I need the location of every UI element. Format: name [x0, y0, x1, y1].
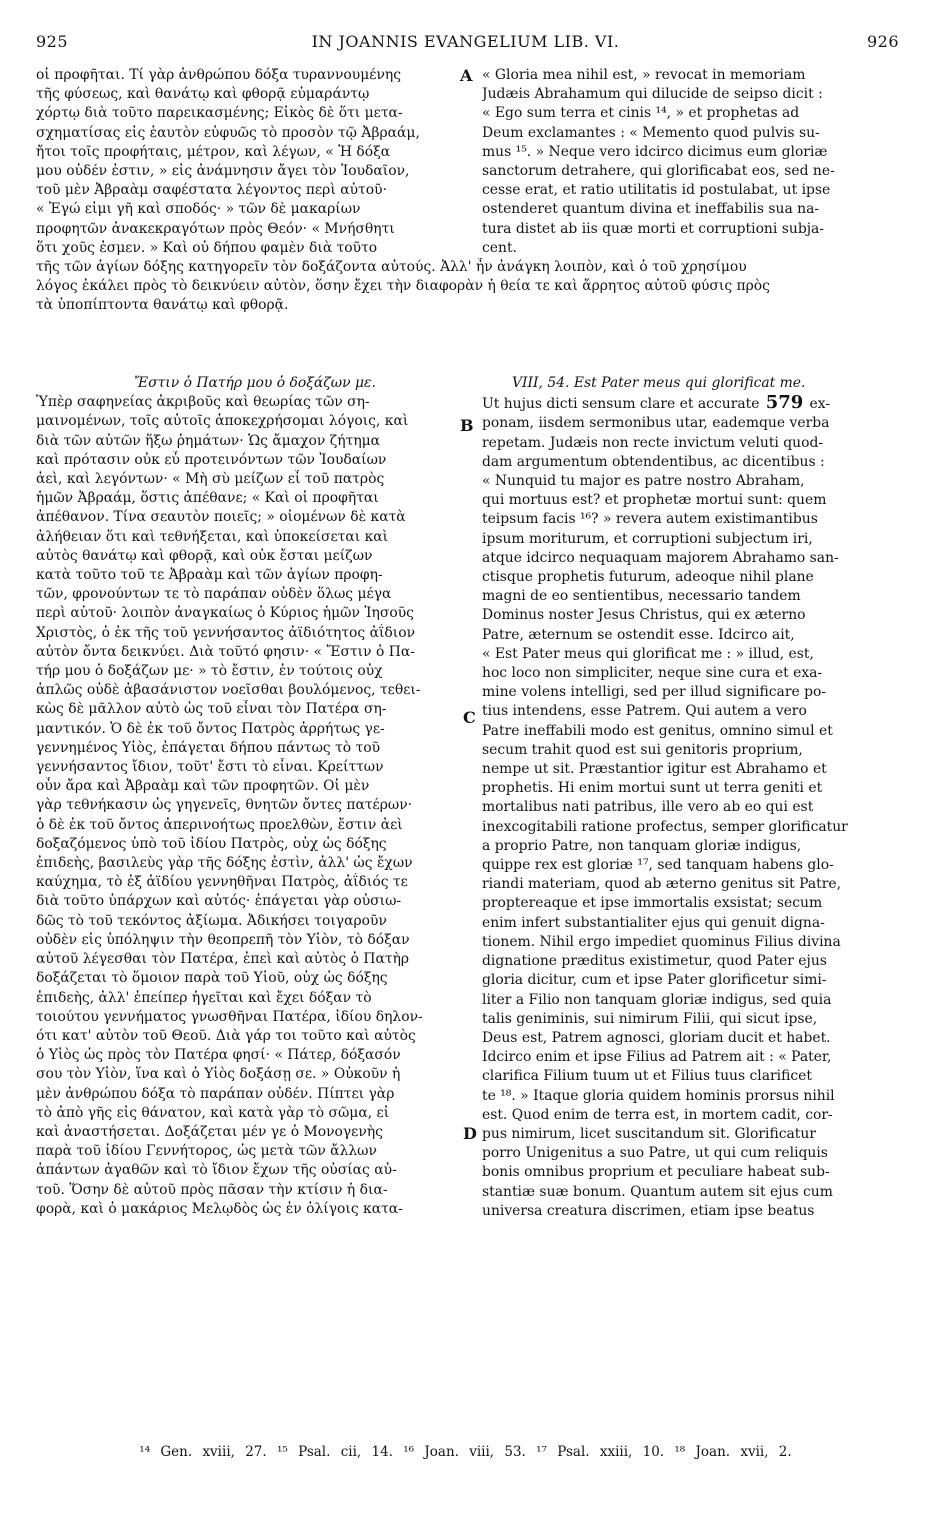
text-line: γὰρ τεθνήκασιν ὡς γηγενεῖς, θνητῶν ὄντες πατέρων·	[36, 797, 413, 814]
text-line: ponam, iisdem sermonibus utar, eademque verba	[482, 415, 830, 432]
text-line: secum trahit quod est sui genitoris proprium,	[482, 741, 803, 758]
text-line: ἐπιδεὴς, ἀλλ' ἐπείπερ ἡγεῖται καὶ ἔχει δόξαν τὸ	[36, 989, 372, 1006]
text-line: ctisque prophetis futurum, adeoque nihil plane	[482, 569, 814, 586]
text-line: Patre, æternum se ostendit esse. Idcirco ait,	[482, 626, 795, 643]
text-line: παρὰ τοῦ ἰδίου Γεννήτορος, ὡς μετὰ τῶν ἄλλων	[36, 1143, 377, 1160]
text-line: dignatione præditus existimetur, quod Pater ejus	[482, 953, 827, 970]
text-line: ὁ δὲ ἐκ τοῦ ὄντος ἀπερινοήτως προελθὼν, ἔστιν ἀεὶ	[36, 816, 403, 833]
text-line: τῆς τῶν ἁγίων δόξης κατηγορεῖν τὸν δοξάζοντα αὐτούς. Ἀλλ' ἦν ἀνάγκη λοιπὸν, καὶ ὁ τοῦ χρησίμου	[36, 259, 747, 275]
latin-column-top	[482, 66, 900, 258]
text-line: est. Quod enim de terra est, in mortem cadit, cor-	[482, 1106, 833, 1123]
text-line: καὶ πρότασιν οὐκ εὖ προτεινόντων τῶν Ἰουδαίων	[36, 451, 387, 468]
footnotes: ¹⁴ Gen. xviii, 27. ¹⁵ Psal. cii, 14. ¹⁶ Joan. viii, 53. ¹⁷ Psal. xxiii, 10. ¹⁸ Joan. xvii, 2.	[139, 1444, 792, 1460]
text-line: Judæis Abrahamum qui dilucide de seipso dicit :	[482, 86, 823, 103]
text-line: Ἔστιν ὁ Πατήρ μου ὁ δοξάζων με.	[134, 375, 376, 391]
text-line: atque idcirco nequaquam majorem Abrahamo san-	[482, 549, 839, 566]
text-line: τοῦ μὲν Ἀβραὰμ σαφέστατα λέγοντος περὶ αὐτοῦ·	[36, 182, 387, 199]
text-line: bonis omnibus proprium et peculiare habeat sub-	[482, 1164, 830, 1181]
text-line: stantiæ suæ bonum. Quantum autem sit ejus cum	[482, 1183, 833, 1200]
latin-column-main	[482, 374, 900, 1221]
text-line: τὰ ὑποπίπτοντα θανάτῳ καὶ φθορᾷ.	[36, 297, 289, 314]
text-line: prophetis. Hi enim mortui sunt ut terra geniti et	[482, 780, 823, 797]
text-line: mus ¹⁵. » Neque vero idcirco dicimus eum gloriæ	[482, 143, 828, 160]
text-line: διὰ τῶν αὐτῶν ἥξω ῥημάτων· Ὡς ἄμαχον ζήτημα	[36, 432, 381, 449]
text-line: hoc loco non simpliciter, neque sine cura et exa-	[482, 665, 823, 682]
text-line: gloria dicitur, cum et ipse Pater glorificetur simi-	[482, 972, 827, 989]
text-line: αὐτὸς θανάτῳ καὶ φθορᾷ, καὶ οὐκ ἔσται μείζων	[36, 547, 373, 564]
text-line: αὐτὸν ὄντα δεικνύει. Διὰ τοῦτό φησιν· « Ἔστιν ὁ Πα-	[36, 643, 415, 660]
text-line: Patre ineffabili modo est genitus, omnino simul et	[482, 722, 833, 739]
text-line: τοιούτου γεννήματος γνωσθῆναι Πατέρα, ἰδίου δηλον-	[36, 1008, 423, 1025]
text-line: ἀλήθειαν ὅτι καὶ τεθνήξεται, καὶ ὑποκείσεται καὶ	[36, 528, 389, 545]
text-line: μαντικόν. Ὁ δὲ ἐκ τοῦ ὄντος Πατρὸς ἀρρήτως γε-	[36, 720, 385, 737]
text-line: inexcogitabili ratione profectus, semper glorificatur	[482, 818, 848, 835]
text-line: ἐπιδεὴς, βασιλεὺς γὰρ τῆς δόξης ἐστὶν, ἀλλ' ὡς ἔχων	[36, 855, 413, 872]
text-line: μὲν ἀνθρώπου δόξα τὸ παράπαν οὐδέν. Πίπτει γὰρ	[36, 1085, 395, 1102]
text-line: ὅτι χοῦς ἐσμεν. » Καὶ οὐ δήπου φαμὲν διὰ τοῦτο	[36, 239, 378, 256]
text-line: σχηματίσας εἰς ἑαυτὸν εὐφυῶς τὸ προσὸν τῷ Ἀβραάμ,	[36, 124, 420, 141]
text-line: κὼς δὲ μᾶλλον αὐτὸ ὡς τοῦ εἶναι τὸν Πατέρα ση-	[36, 701, 387, 718]
text-line: magni de eo sentientibus, necessario tandem	[482, 588, 801, 605]
text-line: a proprio Patre, non tanquam gloriæ indigus,	[482, 837, 802, 854]
text-line: Deus est, Patrem agnosci, gloriam ducit et habet.	[482, 1029, 831, 1046]
text-line: riandi materiam, quod ab æterno genitus sit Patre,	[482, 876, 842, 893]
text-line: ἁπλῶς οὐδὲ ἀβασάνιστον νοεῖσθαι βουλόμενος, τεθει-	[36, 682, 421, 699]
text-line: Deum exclamantes : « Memento quod pulvis su-	[482, 124, 820, 141]
text-line: οὖν ἄρα καὶ Ἀβραὰμ καὶ τῶν προφητῶν. Οἱ μὲν	[36, 778, 370, 795]
text-line: δοξάζεται τὸ ὅμοιον παρὰ τοῦ Υἱοῦ, οὐχ ὡς δόξης	[36, 970, 388, 987]
running-title: IN JOANNIS EVANGELIUM LIB. VI.	[311, 32, 620, 51]
text-line: ότι κατ' αὐτὸν τοῦ Θεοῦ. Διὰ γάρ τοι τοῦτο καὶ αὐτὸς	[36, 1027, 416, 1044]
text-line: οἱ προφῆται. Τί γὰρ ἀνθρώπου δόξα τυραννουμένης	[36, 67, 402, 83]
text-line: τοῦ. Ὅσην δὲ αὐτοῦ πρὸς πᾶσαν τὴν κτίσιν ἡ δια-	[36, 1181, 388, 1198]
text-line: « Gloria mea nihil est, » revocat in memoriam	[482, 67, 806, 83]
text-line: ipsum moriturum, et corruptioni subjectum iri,	[482, 530, 813, 547]
text-line: tura distet ab iis quæ morti et corruptioni subja-	[482, 220, 824, 237]
text-line: cent.	[482, 239, 517, 256]
text-line: tionem. Nihil ergo impediet quominus Filius divina	[482, 933, 841, 950]
text-line: καύχημα, τὸ ἐξ ἀϊδίου γεννηθῆναι Πατρὸς, ἀΐδιός τε	[36, 874, 408, 891]
text-line: clarifica Filium tuum ut et Filius tuus clarificet	[482, 1068, 812, 1085]
greek-column-top	[36, 66, 474, 258]
text-line: φορὰ, καὶ ὁ μακάριος Μελῳδὸς ὡς ἐν ὀλίγοις κατα-	[36, 1200, 403, 1217]
text-line: τήρ μου ὁ δοξάζων με· » τὸ ἔστιν, ἐν τούτοις οὐχ	[36, 663, 383, 680]
text-line: pus nimirum, licet suscitandum sit. Glorificatur	[482, 1125, 816, 1142]
text-line: προφητῶν ἀνακεκραγότων πρὸς Θεόν· « Μνήσθητι	[36, 220, 395, 237]
text-line: mine volens intelligi, sed per illud significare po-	[482, 684, 827, 701]
greek-full-width-passage	[36, 258, 898, 316]
text-line: γεννήσαντος ἴδιον, τοῦτ' ἔστι τὸ εἶναι. Κρείττων	[36, 759, 384, 776]
text-line: teipsum facis ¹⁶? » revera autem existimantibus	[482, 511, 818, 528]
text-line: ὁ Υἱὸς ὡς πρὸς τὸν Πατέρα φησί· « Πάτερ, δόξασόν	[36, 1047, 401, 1064]
margin-marker-a: A	[460, 66, 473, 85]
text-line: οὐδὲν εἰς ὑπόληψιν τὴν θεοπρεπῆ τὸν Υἱὸν, τὸ δόξαν	[36, 931, 410, 948]
text-line: τῶν, φρονούντων τε τὸ παράπαν οὐδὲν ὅλως μέγα	[36, 586, 392, 603]
greek-column-main	[36, 374, 474, 1219]
text-line: nempe ut sit. Præstantior igitur est Abrahamo et	[482, 761, 827, 778]
text-fragment: ex-	[809, 396, 831, 413]
text-line: « Ἐγώ εἰμι γῆ καὶ σποδός· » τῶν δὲ μακαρίων	[36, 201, 361, 218]
text-line: καὶ ἀναστήσεται. Δοξάζεται μέν γε ὁ Μονογενὴς	[36, 1123, 383, 1140]
section-number: 579	[759, 393, 810, 414]
text-line: ἡμῶν Ἀβραάμ, ὅστις ἀπέθανε; « Καὶ οἱ προφῆται	[36, 490, 379, 507]
text-line: δοξαζόμενος ὑπὸ τοῦ ἰδίου Πατρὸς, οὐχ ὡς δόξης	[36, 835, 387, 852]
text-line: διὰ τοῦτο ὑπάρχων καὶ αὐτός· ἐπάγεται γὰρ οὐσιω-	[36, 893, 402, 910]
right-page-number: 926	[866, 32, 899, 51]
text-line: Ut hujus dicti sensum clare et accurate 579 ex-	[482, 393, 831, 414]
text-line: « Est Pater meus qui glorificat me : » illud, est,	[482, 645, 814, 662]
text-line: περὶ αὐτοῦ· λοιπὸν ἀναγκαίως ὁ Κύριος ἡμῶν Ἰησοῦς	[36, 605, 414, 622]
text-line: γεννημένος Υἱὸς, ἐπάγεται δήπου πάντως τὸ τοῦ	[36, 739, 381, 756]
text-line: Ὑπὲρ σαφηνείας ἀκριβοῦς καὶ θεωρίας τῶν ση-	[36, 394, 370, 411]
margin-marker-b: B	[460, 416, 474, 435]
text-line: χόρτῳ διὰ τοῦτο παρεικασμένης; Εἰκὸς δὲ ὅτι μετα-	[36, 105, 403, 122]
text-line: dam argumentum obtendentibus, ac dicentibus :	[482, 453, 825, 470]
text-line: τὸ ἀπὸ γῆς εἰς θάνατον, καὶ κατὰ γὰρ τὸ σῶμα, εἰ	[36, 1104, 390, 1121]
text-line: ἀεὶ, καὶ λεγόντων· « Μὴ σὺ μείζων εἶ τοῦ πατρὸς	[36, 471, 385, 488]
text-line: cesse erat, et ratio utilitatis id postulabat, ut ipse	[482, 182, 831, 199]
text-line: mortalibus nati patribus, ille vero ab eo qui est	[482, 799, 814, 816]
text-line: ἁπάντων ἀγαθῶν καὶ τὸ ἴδιον ἔχων τῆς οὐσίας αὐ-	[36, 1162, 397, 1179]
text-line: porro Unigenitus a suo Patre, ut qui cum reliquis	[482, 1145, 828, 1162]
text-line: αὐτοῦ λέγεσθαι τὸν Πατέρα, ἐπεὶ καὶ αὐτὸς ὁ Πατὴρ	[36, 951, 410, 968]
text-line: Dominus noster Jesus Christus, qui ex æterno	[482, 607, 806, 624]
left-page-number: 925	[36, 32, 69, 51]
text-line: ἀπέθανον. Τίνα σεαυτὸν ποιεῖς; » οἰομένων δὲ κατὰ	[36, 509, 406, 526]
text-line: τῆς φύσεως, καὶ θανάτῳ καὶ φθορᾷ εὐμαράντῳ	[36, 86, 370, 103]
text-line: te ¹⁸. » Itaque gloria quidem hominis prorsus nihil	[482, 1087, 835, 1104]
text-line: VIII, 54. Est Pater meus qui glorificat me.	[512, 375, 806, 391]
text-line: sanctorum detrahere, qui glorificabat eos, sed ne-	[482, 163, 835, 180]
margin-marker-c: C	[463, 708, 476, 727]
text-line: σου τὸν Υἱὸν, ἵνα καὶ ὁ Υἱὸς δοξάσῃ σε. » Οὐκοῦν ἡ	[36, 1066, 401, 1083]
text-line: universa creatura discrimen, etiam ipse beatus	[482, 1202, 815, 1219]
text-line: κατὰ τοῦτο τοῦ τε Ἀβραὰμ καὶ τῶν ἁγίων προφη-	[36, 567, 383, 584]
text-line: liter a Filio non tanquam gloriæ indigus, sed quia	[482, 991, 832, 1008]
text-line: Χριστὸς, ὁ ἐκ τῆς τοῦ γεννήσαντος ἀϊδιότητος ἀΐδιον	[36, 624, 416, 641]
text-line: « Nunquid tu major es patre nostro Abraham,	[482, 473, 805, 490]
text-line: « Ego sum terra et cinis ¹⁴, » et prophetas ad	[482, 105, 800, 122]
text-line: ἤτοι τοῖς προφήταις, μέτρον, καὶ λέγων, « Ἡ δόξα	[36, 143, 391, 160]
text-line: tius intendens, esse Patrem. Qui autem a vero	[482, 703, 807, 720]
text-line: μαινομένων, τοῖς αὐτοῖς ἀποκεχρήσομαι λόγοις, καὶ	[36, 413, 409, 430]
text-line: talis geniminis, sui nimirum Filii, qui sicut ipse,	[482, 1010, 818, 1027]
text-line: Idcirco enim et ipse Filius ad Patrem ait : « Pater,	[482, 1049, 832, 1066]
text-line: repetam. Judæis non recte invictum veluti quod-	[482, 434, 824, 451]
text-line: enim infert substantialiter ejus qui genuit digna-	[482, 914, 825, 931]
text-line: μου οὐδέν ἐστιν, » εἰς ἀνάμνησιν ἄγει τὸν Ἰουδαῖον,	[36, 163, 410, 180]
text-line: δῶς τὸ τοῦ τεκόντος ἀξίωμα. Ἀδικήσει τοιγαροῦν	[36, 912, 387, 929]
margin-marker-d: D	[463, 1124, 477, 1143]
text-line: ostenderet quantum divina et ineffabilis sua na-	[482, 201, 820, 218]
text-line: qui mortuus est? et prophetæ mortui sunt: quem	[482, 492, 827, 509]
text-line: λόγος ἐκάλει πρὸς τὸ δεικνύειν αὐτὸν, ὅσην ἔχει τὴν διαφορὰν ἡ θεία τε καὶ ἄρρητος αὐτοῦ φύσις πρὸς	[36, 278, 770, 295]
text-line: quippe rex est gloriæ ¹⁷, sed tanquam habens glo-	[482, 857, 834, 874]
text-line: proptereaque et ipse immortalis exsistat; secum	[482, 895, 823, 912]
